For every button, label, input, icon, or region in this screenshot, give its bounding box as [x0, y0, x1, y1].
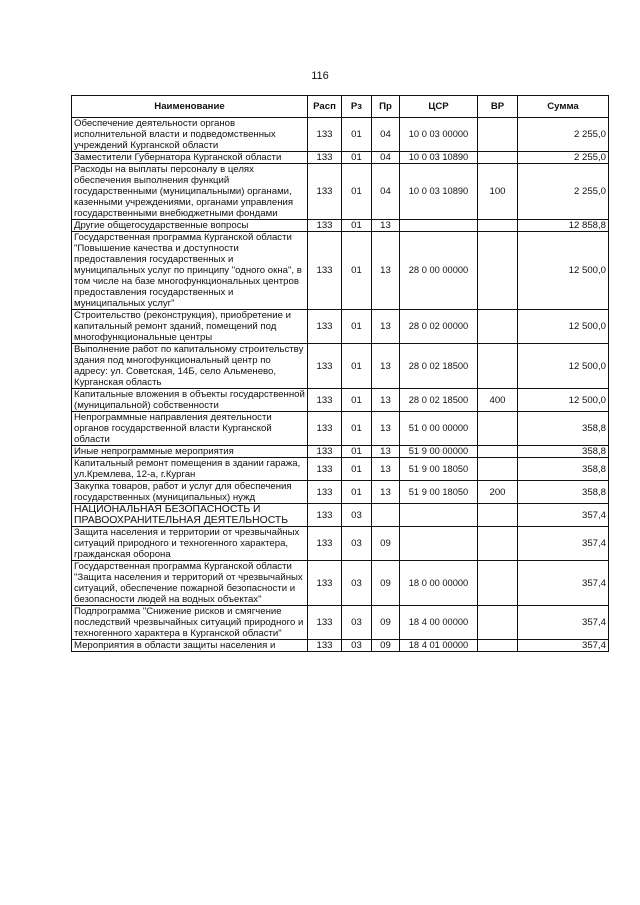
row-sum-cell: 12 500,0 [518, 310, 609, 344]
table-body [72, 118, 609, 652]
row-rz-cell: 03 [342, 504, 372, 527]
row-vr-cell [478, 118, 518, 152]
row-rasp-cell: 133 [308, 446, 342, 458]
row-pr-cell: 09 [372, 640, 400, 652]
row-rasp-cell: 133 [308, 389, 342, 412]
table-row [72, 344, 609, 389]
table-row [72, 458, 609, 481]
row-pr-cell: 13 [372, 389, 400, 412]
row-pr-cell: 09 [372, 561, 400, 606]
row-name-cell: Строительство (реконструкция), приобретение и капитальный ремонт зданий, помещений под многофункциональные центры [72, 310, 308, 344]
column-header-vr: ВР [478, 96, 518, 118]
row-rz-cell: 01 [342, 164, 372, 220]
row-vr-cell [478, 310, 518, 344]
row-vr-cell [478, 232, 518, 310]
table-row [72, 481, 609, 504]
row-sum-cell: 12 500,0 [518, 232, 609, 310]
row-rasp-cell: 133 [308, 412, 342, 446]
row-pr-cell: 13 [372, 232, 400, 310]
row-csr-cell: 10 0 03 00000 [400, 118, 478, 152]
row-rz-cell: 01 [342, 389, 372, 412]
row-rasp-cell: 133 [308, 527, 342, 561]
row-name-cell: Обеспечение деятельности органов исполнительной власти и подведомственных учреждений Курганской области [72, 118, 308, 152]
row-rasp-cell: 133 [308, 481, 342, 504]
row-vr-cell [478, 527, 518, 561]
table-row [72, 412, 609, 446]
row-rasp-cell: 133 [308, 640, 342, 652]
column-header-name: Наименование [72, 96, 308, 118]
table-header-row [72, 96, 609, 118]
row-sum-cell: 12 500,0 [518, 344, 609, 389]
row-rz-cell: 01 [342, 152, 372, 164]
row-rz-cell: 01 [342, 310, 372, 344]
row-sum-cell: 357,4 [518, 640, 609, 652]
row-csr-cell: 28 0 02 00000 [400, 310, 478, 344]
row-pr-cell: 04 [372, 152, 400, 164]
row-rz-cell: 01 [342, 446, 372, 458]
row-sum-cell: 2 255,0 [518, 164, 609, 220]
row-csr-cell [400, 527, 478, 561]
row-name-cell: Другие общегосударственные вопросы [72, 220, 308, 232]
row-vr-cell [478, 458, 518, 481]
budget-table [71, 95, 609, 652]
row-sum-cell: 358,8 [518, 446, 609, 458]
row-csr-cell [400, 504, 478, 527]
column-header-pr: Пр [372, 96, 400, 118]
row-sum-cell: 358,8 [518, 458, 609, 481]
row-rasp-cell: 133 [308, 164, 342, 220]
row-sum-cell: 358,8 [518, 412, 609, 446]
row-sum-cell: 2 255,0 [518, 118, 609, 152]
row-name-cell: Мероприятия в области защиты населения и [72, 640, 308, 652]
row-name-cell: Капитальный ремонт помещения в здании гаража, ул.Кремлева, 12-а, г.Курган [72, 458, 308, 481]
row-name-cell: Подпрограмма "Снижение рисков и смягчение последствий чрезвычайных ситуаций природного и техногенного характера в Курганской области" [72, 606, 308, 640]
row-rasp-cell: 133 [308, 310, 342, 344]
row-vr-cell: 400 [478, 389, 518, 412]
row-rasp-cell: 133 [308, 504, 342, 527]
row-name-cell: Заместители Губернатора Курганской области [72, 152, 308, 164]
row-csr-cell: 28 0 02 18500 [400, 344, 478, 389]
row-csr-cell: 28 0 02 18500 [400, 389, 478, 412]
row-rz-cell: 03 [342, 527, 372, 561]
row-vr-cell [478, 504, 518, 527]
column-header-csr: ЦСР [400, 96, 478, 118]
row-sum-cell: 357,4 [518, 504, 609, 527]
row-pr-cell [372, 504, 400, 527]
row-name-cell: Выполнение работ по капитальному строительству здания под многофункциональный центр по адресу: ул. Советская, 14Б, село Альменево, Курганская область [72, 344, 308, 389]
table-row [72, 446, 609, 458]
row-name-cell: Государственная программа Курганской области "Защита населения и территорий от чрезвычайных ситуаций, обеспечение пожарной безопасности и безопасности людей на водных объектах" [72, 561, 308, 606]
row-name-cell: НАЦИОНАЛЬНАЯ БЕЗОПАСНОСТЬ И ПРАВООХРАНИТЕЛЬНАЯ ДЕЯТЕЛЬНОСТЬ [72, 504, 308, 527]
row-rz-cell: 01 [342, 118, 372, 152]
table-row [72, 232, 609, 310]
row-rz-cell: 01 [342, 232, 372, 310]
row-csr-cell: 51 9 00 18050 [400, 458, 478, 481]
row-csr-cell: 10 0 03 10890 [400, 164, 478, 220]
row-csr-cell: 28 0 00 00000 [400, 232, 478, 310]
row-vr-cell [478, 561, 518, 606]
column-header-rz: Рз [342, 96, 372, 118]
row-rasp-cell: 133 [308, 458, 342, 481]
row-rasp-cell: 133 [308, 606, 342, 640]
row-csr-cell: 51 9 00 18050 [400, 481, 478, 504]
row-rz-cell: 01 [342, 458, 372, 481]
row-pr-cell: 13 [372, 481, 400, 504]
table-row [72, 606, 609, 640]
table-row [72, 310, 609, 344]
row-vr-cell: 200 [478, 481, 518, 504]
table-row [72, 152, 609, 164]
row-name-cell: Капитальные вложения в объекты государственной (муниципальной) собственности [72, 389, 308, 412]
row-csr-cell: 51 9 00 00000 [400, 446, 478, 458]
table-row [72, 220, 609, 232]
row-pr-cell: 13 [372, 344, 400, 389]
row-name-cell: Защита населения и территории от чрезвычайных ситуаций природного и техногенного характера, гражданская оборона [72, 527, 308, 561]
row-sum-cell: 357,4 [518, 561, 609, 606]
row-pr-cell: 09 [372, 527, 400, 561]
table-row [72, 527, 609, 561]
row-pr-cell: 04 [372, 118, 400, 152]
row-csr-cell [400, 220, 478, 232]
row-vr-cell [478, 344, 518, 389]
row-name-cell: Закупка товаров, работ и услуг для обеспечения государственных (муниципальных) нужд [72, 481, 308, 504]
table-row [72, 118, 609, 152]
row-pr-cell: 13 [372, 220, 400, 232]
row-name-cell: Непрограммные направления деятельности органов государственной власти Курганской области [72, 412, 308, 446]
row-csr-cell: 10 0 03 10890 [400, 152, 478, 164]
row-rasp-cell: 133 [308, 561, 342, 606]
row-name-cell: Государственная программа Курганской области "Повышение качества и доступности предоставления государственных и муниципальных услуг по принципу "одного окна", в том числе на базе многофункциональных центров предоставления государственных и муниципальных услуг" [72, 232, 308, 310]
table-row [72, 504, 609, 527]
row-csr-cell: 18 4 01 00000 [400, 640, 478, 652]
row-sum-cell: 357,4 [518, 606, 609, 640]
row-sum-cell: 358,8 [518, 481, 609, 504]
row-vr-cell [478, 640, 518, 652]
row-rasp-cell: 133 [308, 152, 342, 164]
row-rz-cell: 03 [342, 561, 372, 606]
row-rz-cell: 01 [342, 220, 372, 232]
row-csr-cell: 18 0 00 00000 [400, 561, 478, 606]
row-csr-cell: 18 4 00 00000 [400, 606, 478, 640]
row-rz-cell: 01 [342, 481, 372, 504]
row-pr-cell: 13 [372, 310, 400, 344]
row-vr-cell [478, 220, 518, 232]
row-name-cell: Расходы на выплаты персоналу в целях обеспечения выполнения функций государственными (муниципальными) органами, казенными учреждениями, органами управления государственными внебюджетными фондами [72, 164, 308, 220]
row-vr-cell [478, 446, 518, 458]
row-pr-cell: 13 [372, 458, 400, 481]
row-vr-cell: 100 [478, 164, 518, 220]
row-rasp-cell: 133 [308, 232, 342, 310]
row-rasp-cell: 133 [308, 220, 342, 232]
row-rz-cell: 01 [342, 412, 372, 446]
row-rz-cell: 03 [342, 640, 372, 652]
row-pr-cell: 13 [372, 446, 400, 458]
table-row [72, 389, 609, 412]
row-vr-cell [478, 152, 518, 164]
row-rz-cell: 03 [342, 606, 372, 640]
row-rasp-cell: 133 [308, 344, 342, 389]
row-rz-cell: 01 [342, 344, 372, 389]
table-row [72, 640, 609, 652]
row-rasp-cell: 133 [308, 118, 342, 152]
row-pr-cell: 04 [372, 164, 400, 220]
row-pr-cell: 13 [372, 412, 400, 446]
row-sum-cell: 2 255,0 [518, 152, 609, 164]
row-name-cell: Иные непрограммные мероприятия [72, 446, 308, 458]
row-sum-cell: 357,4 [518, 527, 609, 561]
table-row [72, 164, 609, 220]
row-csr-cell: 51 0 00 00000 [400, 412, 478, 446]
table-row [72, 561, 609, 606]
row-vr-cell [478, 412, 518, 446]
row-pr-cell: 09 [372, 606, 400, 640]
row-vr-cell [478, 606, 518, 640]
column-header-rasp: Расп [308, 96, 342, 118]
page-number: 116 [311, 70, 329, 82]
row-sum-cell: 12 858,8 [518, 220, 609, 232]
row-sum-cell: 12 500,0 [518, 389, 609, 412]
column-header-sum: Сумма [518, 96, 609, 118]
